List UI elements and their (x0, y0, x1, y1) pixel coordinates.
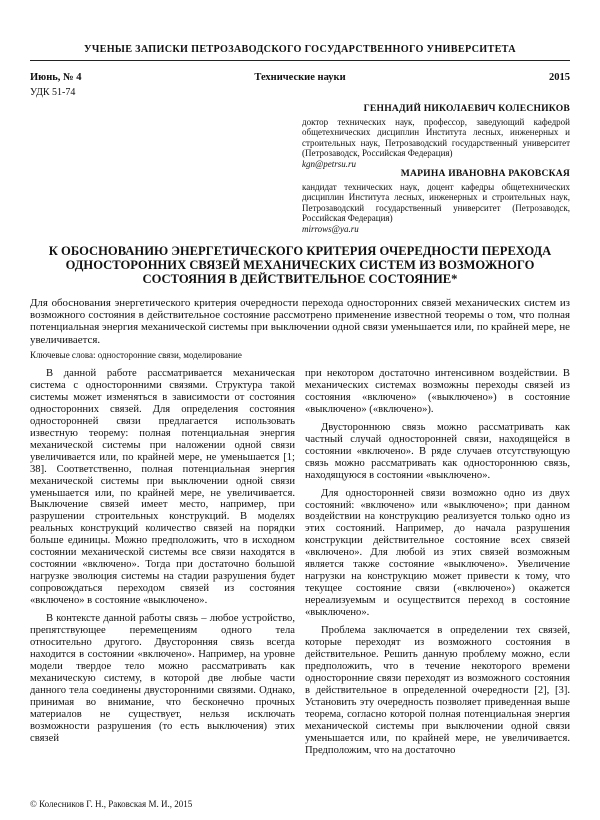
abstract: Для обоснования энергетического критерия очередности перехода односторонних связей механических систем из возможного состояния в действительное состояние рассмотрено применение известной теоремы о том, что полная потенциальная энергия механической системы при выключении одной связи уменьшается или, по крайней мере, не увеличивается. (30, 297, 570, 346)
paragraph: Двустороннюю связь можно рассматривать как частный случай односторонней связи, находящейся в состоянии «включено». В ряде случаев отсутствующую связь можно рассматривать как одностороннюю связь, находящуюся в состоянии «выключено». (305, 421, 570, 481)
article-title: К ОБОСНОВАНИЮ ЭНЕРГЕТИЧЕСКОГО КРИТЕРИЯ ОЧЕРЕДНОСТИ ПЕРЕХОДА ОДНОСТОРОННИХ СВЯЗЕЙ МЕХАНИЧЕСКИХ СИСТЕМ ИЗ ВОЗМОЖНОГО СОСТОЯНИЯ В ДЕЙСТВИТЕЛЬНОЕ СОСТОЯНИЕ* (48, 244, 552, 287)
author-email[interactable]: mirrows@ya.ru (302, 223, 359, 234)
author-affiliation: доктор технических наук, профессор, заведующий кафедрой общетехнических дисциплин Института лесных, инженерных и строительных наук, Петрозаводский государственный университет (Петрозаводск, Российская Федерация) (302, 117, 570, 159)
author-block-2 (302, 168, 570, 234)
author-block-1 (302, 103, 570, 169)
author-email[interactable]: kgn@petrsu.ru (302, 158, 357, 169)
copyright: © Колесников Г. Н., Раковская М. И., 2015 (30, 799, 193, 809)
paragraph: при некотором достаточно интенсивном воздействии. В механических системах возможны переходы связей из состояния «включено» («выключено») в состояние «выключено» («включено»). (305, 368, 570, 415)
paragraph: Проблема заключается в определении тех связей, которые переходят из возможного состояния в действительное. Решить данную проблему можно, если предположить, что в течение некоторого времени односторонние связи переходят из возможного состояния в действительное в определенной очередности [2], [3]. Установить эту очередность позволяет приведенная выше теорема, согласно которой полная потенциальная энергия механической системы при выключении одной связи уменьшается или, по крайней мере, не увеличивается. Предположим, что на достаточно (305, 625, 570, 756)
udk-code: УДК 51-74 (30, 87, 76, 98)
author-affiliation: кандидат технических наук, доцент кафедры общетехнических дисциплин Института лесных, инженерных и строительных наук, Петрозаводский государственный университет (Петрозаводск, Российская Федерация) (302, 182, 570, 224)
right-column (305, 368, 570, 757)
journal-title: УЧЕНЫЕ ЗАПИСКИ ПЕТРОЗАВОДСКОГО ГОСУДАРСТВЕННОГО УНИВЕРСИТЕТА (84, 44, 516, 55)
issue-label: Июнь, № 4 (30, 72, 82, 83)
author-name: МАРИНА ИВАНОВНА РАКОВСКАЯ (400, 168, 570, 179)
keywords: Ключевые слова: односторонние связи, моделирование (30, 350, 242, 360)
paragraph: Для односторонней связи возможно одно из двух состояний: «включено» или «выключено»; при данном воздействии на конструкцию реализуется только одно из этих состояний. Например, до начала разрушения конструкции действительное состояние всех связей «включено». Для любой из этих связей возможным является также состояние «выключено». Увеличение нагрузки на конструкцию может привести к тому, что текущее состояние связи («включено») окажется нереализуемым и осуществится переход в состояние «выключено». (305, 487, 570, 619)
paragraph: В контексте данной работы связь – любое устройство, препятствующее перемещениям одного тела относительно другого. Двусторонняя связь всегда находится в состоянии «включено». Например, на уровне модели твердое тело можно рассматривать как механическую систему, в которой две любые части данного тела соединены двусторонними связями. Однако, принимая во внимание, что бесконечно прочных материалов не существует, нельзя исключать возможности разрушения (то есть выключения) этих связей (30, 613, 295, 744)
year-label: 2015 (549, 72, 570, 83)
left-column (30, 368, 295, 745)
author-name: ГЕННАДИЙ НИКОЛАЕВИЧ КОЛЕСНИКОВ (363, 103, 570, 114)
section-label: Технические науки (254, 72, 346, 83)
paragraph: В данной работе рассматривается механическая система с односторонними связями. Структура такой системы может изменяться в зависимости от состояния односторонних связей. Для определения состояния односторонней связи предлагается использовать известную теорему: полная потенциальная энергия механической системы при наложении одной связи увеличивается или, по крайней мере, не уменьшается [1; 38]. Соответственно, полная потенциальная энергия механической системы при выключении одной связи уменьшается или, по крайней мере, не увеличивается. Выключение связей имеет место, например, при разрушении строительных конструкций. В моделях реальных конструкций количество связей на порядки больше единицы. Можно предположить, что в исходном состоянии механической системы все связи находятся в состоянии «включено». Тогда при достаточно большой нагрузке эволюция системы на стадии разрушения будет сопровождаться переходом связей из состояния «включено» в состояние «выключено». (30, 368, 295, 607)
header-rule (30, 60, 570, 61)
